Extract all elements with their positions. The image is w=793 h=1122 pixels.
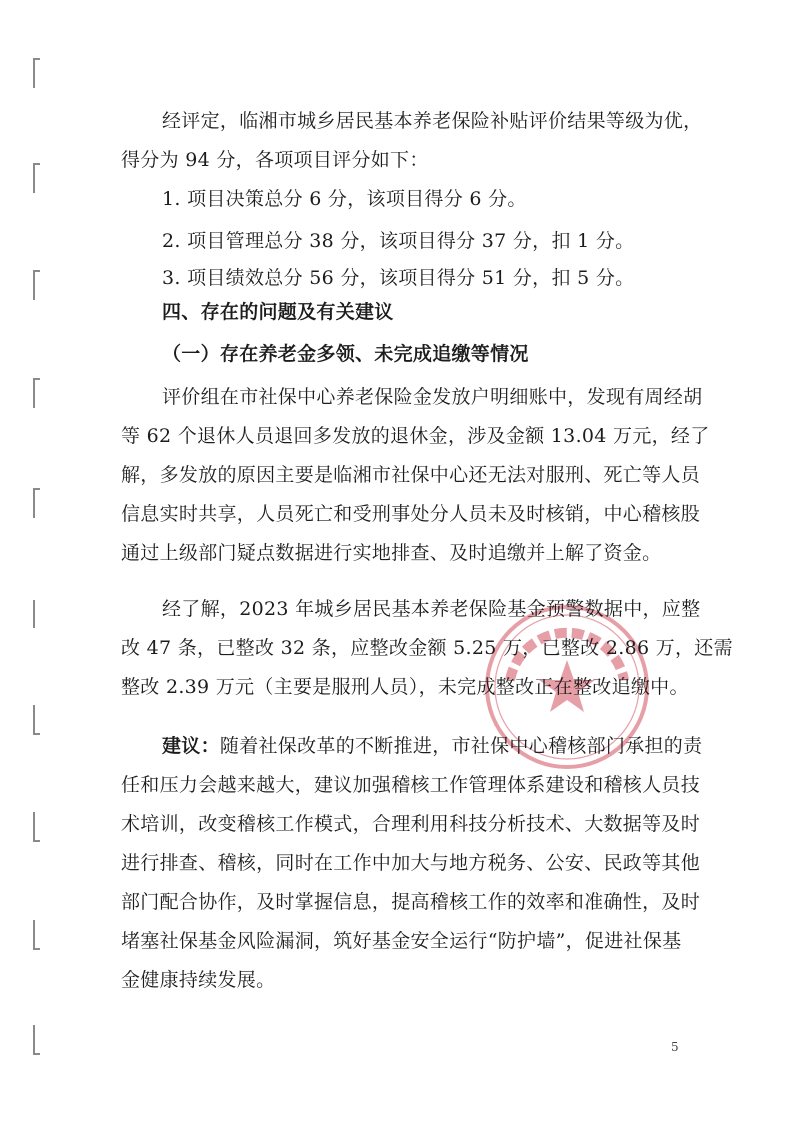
- paragraph-finding-line-1: 评价组在市社保中心养老保险金发放户明细账中，发现有周经胡: [162, 386, 703, 408]
- suggestion-label: 建议：: [162, 735, 220, 757]
- paragraph-rectification-line-2: 改 47 条，已整改 32 条，应整改金额 5.25 万，已整改 2.86 万，还需: [121, 637, 733, 659]
- margin-mark: [33, 58, 40, 88]
- paragraph-suggestion-line-5: 部门配合协作，及时掌握信息，提高稽核工作的效率和准确性，及时: [121, 891, 701, 913]
- paragraph-finding-line-3: 解，多发放的原因主要是临湘市社保中心还无法对服刑、死亡等人员: [121, 464, 701, 486]
- paragraph-suggestion-line-4: 进行排查、稽核，同时在工作中加大与地方税务、公安、民政等其他: [121, 852, 701, 874]
- margin-mark: [33, 163, 40, 193]
- margin-mark: [33, 600, 40, 628]
- paragraph-suggestion-line-6: 堵塞社保基金风险漏洞，筑好基金安全运行“防护墙”，促进社保基: [121, 930, 682, 952]
- paragraph-suggestion-line-2: 任和压力会越来越大，建议加强稽核工作管理体系建设和稽核人员技: [121, 774, 701, 796]
- margin-mark: [33, 1025, 40, 1055]
- margin-mark: [33, 378, 40, 408]
- margin-mark: [33, 920, 40, 950]
- margin-mark: [33, 812, 40, 842]
- page-number: 5: [671, 1040, 679, 1054]
- paragraph-finding-line-4: 信息实时共享，人员死亡和受刑事处分人员未及时核销，中心稽核股: [121, 503, 701, 525]
- score-item-management: 2. 项目管理总分 38 分，该项目得分 37 分，扣 1 分。: [162, 230, 635, 252]
- margin-mark: [33, 270, 40, 300]
- paragraph-suggestion-line-7: 金健康持续发展。: [121, 969, 276, 991]
- paragraph-finding-line-2: 等 62 个退休人员退回多发放的退休金，涉及金额 13.04 万元，经了: [121, 425, 710, 447]
- paragraph-evaluation-line-1: 经评定，临湘市城乡居民基本养老保险补贴评价结果等级为优，: [162, 110, 703, 132]
- paragraph-rectification-line-3: 整改 2.39 万元（主要是服刑人员），未完成整改正在整改追缴中。: [121, 676, 689, 698]
- paragraph-suggestion-line-1: [162, 734, 702, 758]
- paragraph-rectification-line-1: 经了解，2023 年城乡居民基本养老保险基金预警数据中，应整: [162, 598, 701, 620]
- margin-mark: [33, 705, 40, 735]
- paragraph-suggestion-line-3: 术培训，改变稽核工作模式，合理利用科技分析技术、大数据等及时: [121, 813, 701, 835]
- paragraph-evaluation-line-2: 得分为 94 分，各项项目评分如下：: [121, 149, 429, 171]
- score-item-performance: 3. 项目绩效总分 56 分，该项目得分 51 分，扣 5 分。: [162, 267, 635, 289]
- subsection-heading: （一）存在养老金多领、未完成追缴等情况: [162, 343, 529, 365]
- paragraph-finding-line-5: 通过上级部门疑点数据进行实地排查、及时追缴并上解了资金。: [121, 542, 662, 564]
- margin-mark: [33, 488, 40, 518]
- score-item-decision: 1. 项目决策总分 6 分，该项目得分 6 分。: [162, 188, 527, 210]
- suggestion-text: 随着社保改革的不断推进，市社保中心稽核部门承担的责: [219, 735, 703, 757]
- section-heading: 四、存在的问题及有关建议: [162, 301, 394, 323]
